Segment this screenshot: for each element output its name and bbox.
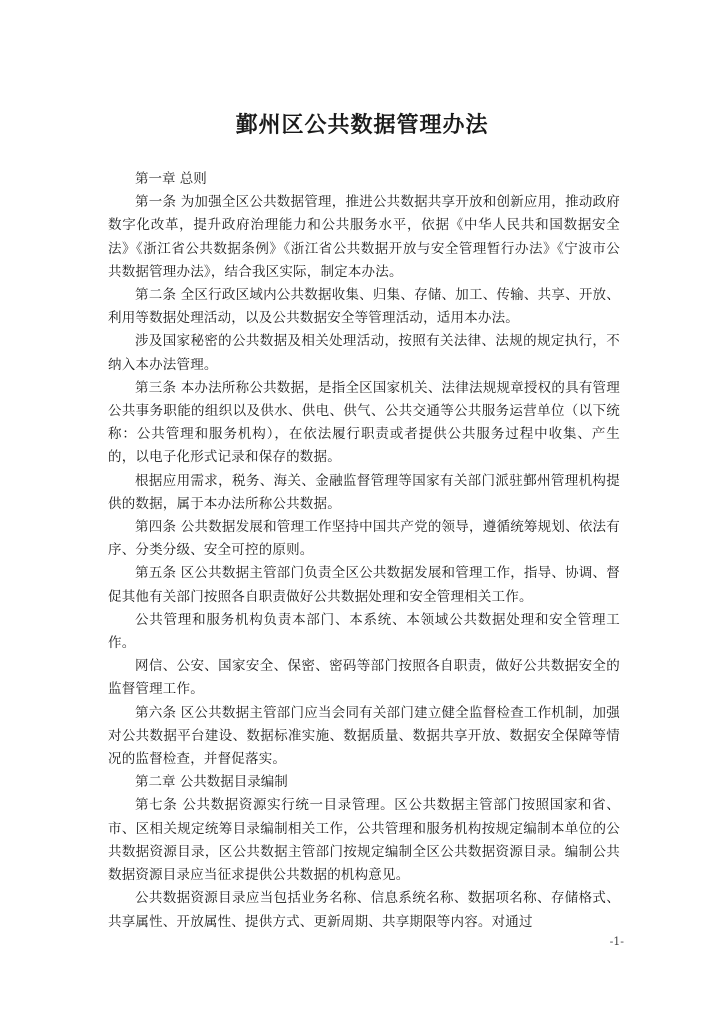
chapter-heading: 第一章 总则: [135, 171, 207, 187]
paragraph: 网信、公安、国家安全、保密、密码等部门按照各自职责，做好公共数据安全的监督管理工作。: [108, 658, 620, 698]
paragraph: 第六条 区公共数据主管部门应当会同有关部门建立健全监督检查工作机制，加强对公共数据平台建设、数据标准实施、数据质量、数据共享开放、数据安全保障等情况的监督检查，并督促落实。: [108, 704, 620, 768]
chapter-heading: 第二章 公共数据目录编制: [135, 774, 288, 791]
paragraph: 涉及国家秘密的公共数据及相关处理活动，按照有关法律、法规的规定执行，不纳入本办法管理。: [108, 333, 620, 373]
page-number: -1-: [609, 935, 624, 948]
paragraph: 第五条 区公共数据主管部门负责全区公共数据发展和管理工作，指导、协调、督促其他有关部门按照各自职责做好公共数据处理和安全管理相关工作。: [108, 565, 620, 605]
paragraph: 公共管理和服务机构负责本部门、本系统、本领域公共数据处理和安全管理工作。: [108, 611, 620, 652]
paragraph: 第二条 全区行政区域内公共数据收集、归集、存储、加工、传输、共享、开放、利用等数据处理活动，以及公共数据安全等管理活动，适用本办法。: [108, 287, 620, 327]
document-body: [108, 168, 620, 934]
paragraph: 第七条 公共数据资源实行统一目录管理。区公共数据主管部门按照国家和省、市、区相关规定统筹目录编制相关工作，公共管理和服务机构按规定编制本单位的公共数据资源目录，区公共数据主管部门按规定编制全区公共数据资源目录。编制公共数据资源目录应当征求提供公共数据的机构意见。: [108, 797, 620, 884]
paragraph: 第一条 为加强全区公共数据管理，推进公共数据共享开放和创新应用，推动政府数字化改革，提升政府治理能力和公共服务水平，依据《中华人民共和国数据安全法》《浙江省公共数据条例》《浙江省公共数据开放与安全管理暂行办法》《宁波市公共数据管理办法》，结合我区实际，制定本办法。: [108, 194, 620, 280]
document-title: 鄞州区公共数据管理办法: [235, 113, 489, 138]
paragraph: 公共数据资源目录应当包括业务名称、信息系统名称、数据项名称、存储格式、共享属性、开放属性、提供方式、更新周期、共享期限等内容。对通过: [108, 890, 620, 930]
paragraph: 第四条 公共数据发展和管理工作坚持中国共产党的领导，遵循统筹规划、依法有序、分类分级、安全可控的原则。: [108, 519, 620, 559]
paragraph: 第三条 本办法所称公共数据，是指全区国家机关、法律法规规章授权的具有管理公共事务职能的组织以及供水、供电、供气、公共交通等公共服务运营单位（以下统称：公共管理和服务机构），在依法履行职责或者提供公共服务过程中收集、产生的，以电子化形式记录和保存的数据。: [108, 379, 620, 466]
paragraph: 根据应用需求，税务、海关、金融监督管理等国家有关部门派驻鄞州管理机构提供的数据，属于本办法所称公共数据。: [108, 472, 620, 512]
